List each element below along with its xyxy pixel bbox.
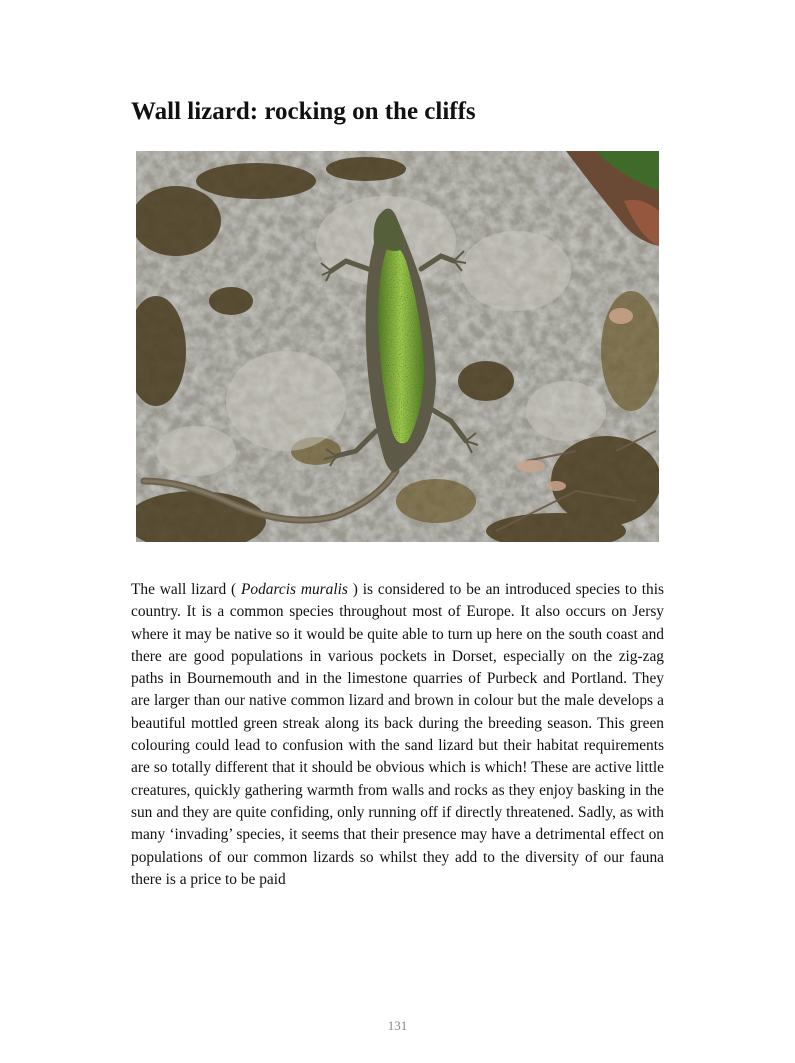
page-number: 131: [387, 1018, 408, 1033]
page-title: Wall lizard: rocking on the cliffs: [131, 98, 476, 125]
article-body: [131, 579, 664, 891]
wall-lizard-photo: [136, 151, 659, 542]
species-name: Podarcis muralis: [241, 581, 348, 598]
intro-after: ) is considered to be an introduced species to this country. It is a common species throughout most of Europe. It also occurs on Jersy where it may be native so it would be quite able to turn up here on the south coast and there are good populations in various pockets in Dorset, especially on the zig-zag paths in Bournemouth and in the limestone quarries of Purbeck and Portland. They are larger than our native common lizard and brown in colour but the male develops a beautiful mottled green streak along its back during the breeding season. This green colouring could lead to confusion with the sand lizard but their habitat requirements are so totally different that it should be obvious which is which! These are active little creatures, quickly gathering warmth from walls and rocks as they enjoy basking in the sun and they are quite confiding, only running off if directly threatened. Sadly, as with many ‘invading’ species, it seems that their presence may have a detrimental effect on populations of our common lizards so whilst they add to the diversity of our fauna there is a price to be paid: [131, 581, 664, 888]
intro-before: The wall lizard (: [131, 581, 237, 598]
